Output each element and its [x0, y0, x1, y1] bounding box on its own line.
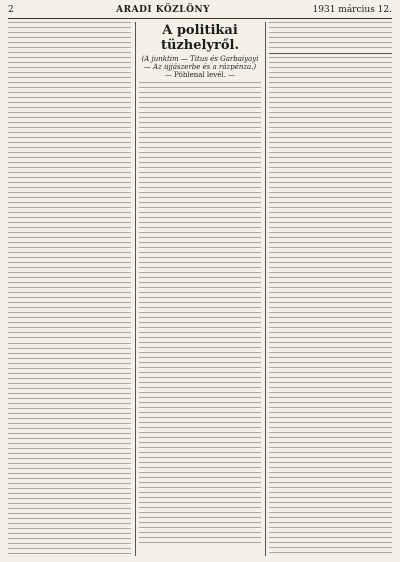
column-middle-text-lines [139, 82, 261, 545]
page-body [8, 22, 392, 556]
issue-date: 1931 március 12. [312, 5, 392, 15]
column-right-text-lines [269, 57, 392, 553]
newspaper-name: ARADI KÖZLÖNY [116, 5, 211, 15]
column-rule-left [135, 22, 136, 556]
masthead [8, 4, 392, 19]
column-right [269, 22, 392, 556]
article-subtitle-byline: — Pöhlenal levél. — [164, 71, 236, 79]
column-rule-right [265, 22, 266, 556]
column-middle [139, 22, 261, 556]
article-subtitle: (A junktim — Titus és Garbaiyayi — Az ujjászerbe és a rázpénza.) [141, 55, 259, 71]
article-headline: A politikai tüzhelyről. [160, 23, 240, 53]
column-left [8, 22, 131, 556]
section-divider [269, 53, 392, 54]
column-left-text-lines-lower [8, 343, 131, 554]
column-right-text-lines-top [269, 22, 392, 50]
column-left-text-lines [8, 22, 131, 340]
page-number: 2 [8, 5, 14, 15]
